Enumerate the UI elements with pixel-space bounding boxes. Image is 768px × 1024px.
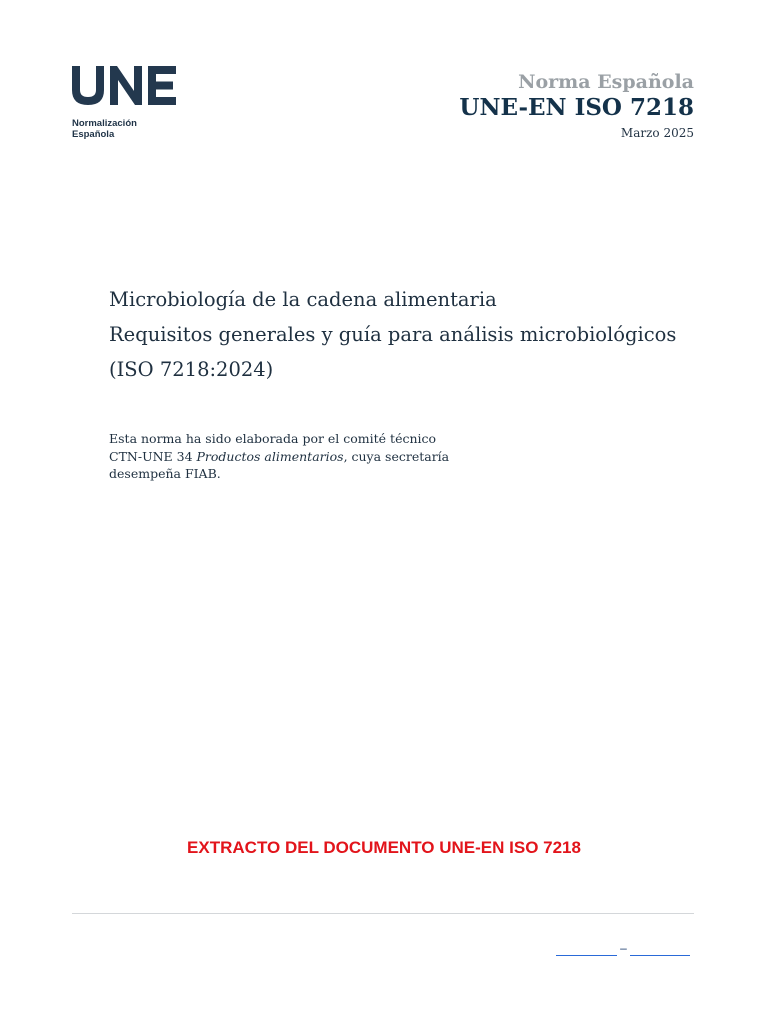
- footer-divider: [72, 913, 694, 914]
- standard-category: Norma Española: [518, 71, 694, 93]
- footer-link-1[interactable]: [556, 955, 617, 956]
- committee-suffix: , cuya secretaría: [343, 448, 450, 464]
- footer-link-2[interactable]: [630, 955, 690, 956]
- publication-date: Marzo 2025: [620, 126, 694, 140]
- committee-note: [109, 430, 509, 483]
- committee-line-1: Esta norma ha sido elaborada por el comité técnico: [109, 431, 437, 446]
- title-line-3: (ISO 7218:2024): [109, 358, 274, 381]
- committee-line-2: [109, 448, 509, 466]
- committee-name: Productos alimentarios: [196, 448, 344, 464]
- title-line-1: Microbiología de la cadena alimentaria: [109, 288, 497, 311]
- une-logo: [72, 66, 202, 140]
- document-title: [109, 282, 709, 387]
- extract-notice: EXTRACTO DEL DOCUMENTO UNE-EN ISO 7218: [187, 838, 581, 857]
- title-line-2: Requisitos generales y guía para análisis microbiológicos: [109, 323, 677, 346]
- committee-line-3: desempeña FIAB.: [109, 466, 221, 481]
- footer-separator: –: [620, 941, 627, 955]
- logo-subtitle-line2: Española: [72, 129, 115, 140]
- committee-prefix: CTN-UNE 34: [109, 448, 197, 464]
- standard-header: [459, 70, 694, 140]
- standard-code: UNE-EN ISO 7218: [459, 94, 694, 121]
- footer-links: [556, 940, 690, 956]
- logo-subtitle-line1: Normalización: [72, 118, 137, 129]
- une-logo-icon: [72, 66, 177, 106]
